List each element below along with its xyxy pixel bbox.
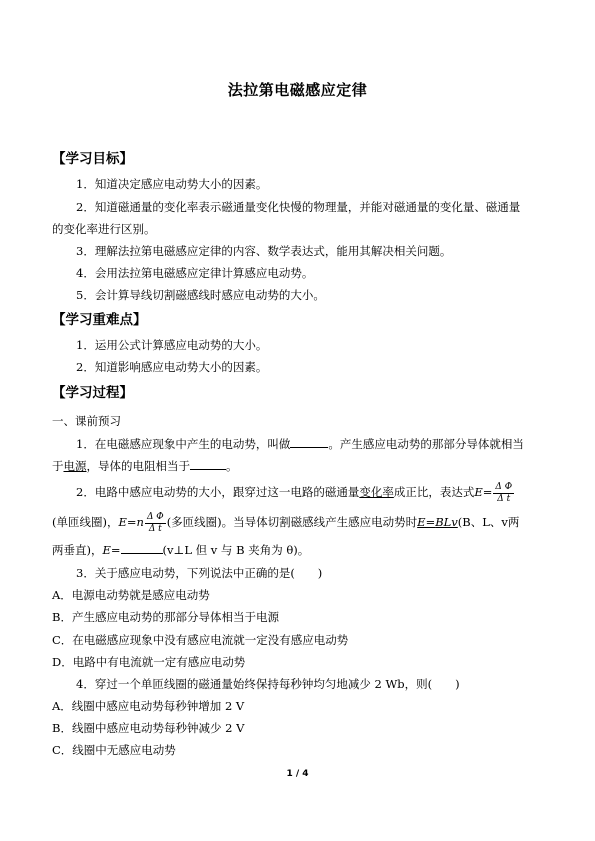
q2-text-l: (v⊥L 但 v 与 B 夹角为 θ)。 [162,543,310,557]
section-heading-goals: 【学习目标】 [52,151,133,167]
preview-heading: 一、课前预习 [52,414,121,428]
question-2-line-1 [76,480,515,505]
q2-fraction-denominator-2: Δ t [145,523,166,535]
q2-formula-n: n [136,515,144,529]
question-3-stem: 3．关于感应电动势，下列说法中正确的是( ) [76,566,323,580]
q1-blank-1[interactable] [290,436,328,448]
q2-formula-e: E= [474,485,493,499]
q1-text-c: 于 [52,459,64,473]
q2-text-j: 两垂直)， [52,543,103,557]
goal-item-3: 3．理解法拉第电磁感应定律的内容、数学表达式，能用其解决相关问题。 [76,244,452,258]
q2-fraction-denominator: Δ t [493,493,514,505]
page-number: 1 / 4 [286,769,309,779]
q1-text-e: ，导体的电阻相当于 [86,459,190,473]
question-3-option-c[interactable]: C．在电磁感应现象中没有感应电流就一定没有感应电动势 [52,633,349,647]
q2-fraction-numerator-2: Δ Φ [146,511,164,522]
q1-text-f: 。 [226,459,238,473]
question-1-line-2 [52,458,238,473]
goal-item-1: 1．知道决定感应电动势大小的因素。 [76,177,268,191]
question-2-line-2 [52,510,519,535]
q2-formula-h: E= [417,515,436,529]
goal-item-5: 5．会计算导线切割磁感线时感应电动势的大小。 [76,288,325,302]
question-4-stem: 4．穿过一个单匝线圈的磁通量始终保持每秒钟均匀地减少 2 Wb，则( ) [76,677,460,691]
question-4-option-b[interactable]: B．线圈中感应电动势每秒钟减少 2 V [52,721,245,735]
q2-formula-e2: E= [118,515,137,529]
q1-text-b: 。产生感应电动势的那部分导体就相当 [328,437,524,451]
section-heading-process: 【学习过程】 [52,385,133,401]
question-1-line-1 [76,436,524,451]
question-3-option-b[interactable]: B．产生感应电动势的那部分导体相当于电源 [52,610,279,624]
goal-item-2: 2．知道磁通量的变化率表示磁通量变化快慢的物理量，并能对磁通量的变化量、磁通量 [76,200,521,214]
goal-item-4: 4．会用法拉第电磁感应定律计算感应电动势。 [76,266,314,280]
q2-underlined-rate: 变化率 [359,485,394,499]
q2-text-g: (多匝线圈)。当导体切割磁感线产生感应电动势时 [166,515,418,529]
question-3-option-d[interactable]: D．电路中有电流就一定有感应电动势 [52,655,246,669]
question-2-line-3 [52,542,309,557]
q2-fraction-single [493,482,514,505]
q2-text-a: 2．电路中感应电动势的大小，跟穿过这一电路的磁通量 [76,485,360,499]
q2-text-d: (单匝线圈)， [52,515,119,529]
keypoint-item-1: 1．运用公式计算感应电动势的大小。 [76,338,268,352]
q1-blank-2[interactable] [190,458,226,470]
goal-item-2-cont: 的变化率进行区别。 [52,222,156,236]
section-heading-keypoints: 【学习重难点】 [52,312,147,328]
keypoint-item-2: 2．知道影响感应电动势大小的因素。 [76,360,268,374]
q2-text-i: (B、L、v两 [457,515,520,529]
document-title: 法拉第电磁感应定律 [227,81,368,99]
question-4-option-a[interactable]: A．线圈中感应电动势每秒钟增加 2 V [52,699,245,713]
q1-underlined-power-source: 电源 [63,459,87,473]
q2-blank[interactable] [121,542,163,554]
question-3-option-a[interactable]: A．电源电动势就是感应电动势 [52,588,210,602]
q2-underlined-blv: BLv [435,515,458,529]
q2-fraction-multi [145,512,166,535]
q2-text-c: 成正比，表达式 [393,485,475,499]
question-4-option-c[interactable]: C．线圈中无感应电动势 [52,743,176,757]
q2-fraction-numerator: Δ Φ [495,481,513,492]
q1-text-a: 1．在电磁感应现象中产生的电动势，叫做 [76,437,291,451]
q2-formula-k: E= [102,543,121,557]
